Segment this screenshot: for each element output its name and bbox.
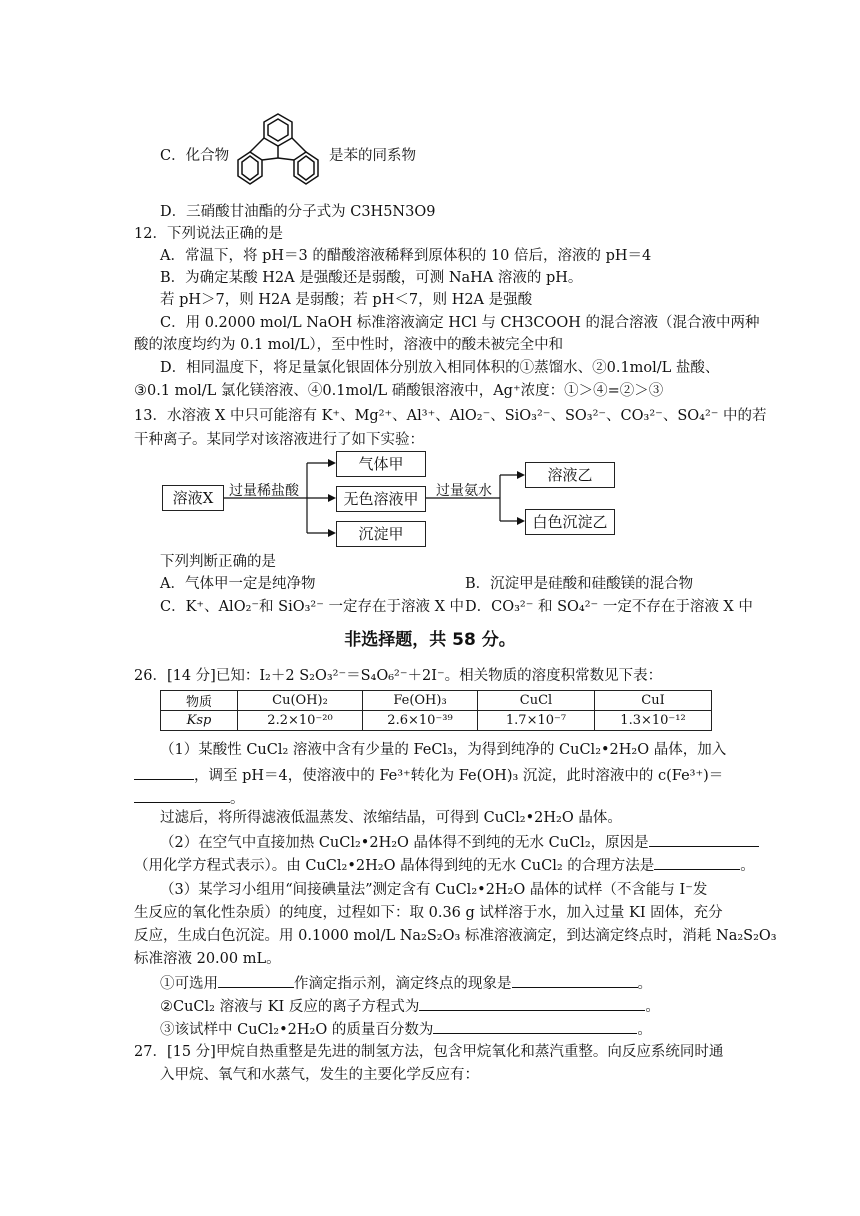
q12-option-b-line2: 若 pH＞7，则 H2A 是弱酸；若 pH＜7，则 H2A 是强酸 — [160, 292, 533, 308]
q13-stem-line2: 干种离子。某同学对该溶液进行了如下实验： — [134, 432, 424, 448]
answer-blank-method[interactable] — [654, 855, 740, 870]
flow-solution-b: 溶液乙 — [525, 462, 615, 488]
answer-blank-reagent[interactable] — [134, 765, 194, 780]
ksp-table-value-row — [161, 711, 712, 731]
ksp-header-cuoh2: Cu(OH)₂ — [238, 691, 363, 711]
answer-blank-indicator[interactable] — [218, 973, 294, 988]
q26-part2-line1 — [160, 832, 759, 853]
q26-part1-line3-end: 。 — [230, 791, 245, 807]
q12-stem: 12．下列说法正确的是 — [134, 226, 283, 242]
q12-option-d-line1: D．相同温度下，将足量氯化银固体分别放入相同体积的①蒸馏水、②0.1mol/L 盐酸、 — [160, 360, 720, 376]
q26-part3-line3: 反应，生成白色沉淀。用 0.1000 mol/L Na₂S₂O₃ 标准溶液滴定，到达滴定终点时，消耗 Na₂S₂O₃ — [134, 928, 777, 944]
q26-part2-line2-end: 。 — [740, 858, 755, 874]
q13-option-d: D．CO₃²⁻ 和 SO₄²⁻ 一定不存在于溶液 X 中 — [465, 599, 753, 615]
flow-label-excess-ammonia: 过量氨水 — [436, 483, 492, 499]
answer-blank-endpoint[interactable] — [512, 973, 638, 988]
q13-stem-line1: 13．水溶液 X 中只可能溶有 K⁺、Mg²⁺、Al³⁺、AlO₂⁻、SiO₃²⁻、SO₃²⁻、CO₃²⁻、SO₄²⁻ 中的若 — [134, 408, 767, 424]
q26-part2-line1-text: （2）在空气中直接加热 CuCl₂•2H₂O 晶体得不到纯的无水 CuCl₂，原因是 — [160, 835, 649, 851]
q26-sub1-end: 。 — [637, 976, 652, 992]
answer-blank-percentage[interactable] — [433, 1019, 637, 1034]
q26-part3-line1: （3）某学习小组用“间接碘量法”测定含有 CuCl₂•2H₂O 晶体的试样（不含能与 I⁻发 — [160, 882, 708, 898]
q26-sub1-mid: 作滴定指示剂，滴定终点的现象是 — [294, 976, 512, 992]
ksp-table-header-row — [161, 691, 712, 711]
q13-judge: 下列判断正确的是 — [160, 554, 276, 570]
q26-part3-line4: 标准溶液 20.00 mL。 — [134, 951, 281, 967]
q26-sub2 — [160, 996, 660, 1017]
q11-option-c-prefix: C．化合物 — [160, 148, 230, 164]
q12-option-b-line1: B．为确定某酸 H2A 是强酸还是弱酸，可测 NaHA 溶液的 pH。 — [160, 270, 583, 286]
q12-option-c-line1: C．用 0.2000 mol/L NaOH 标准溶液滴定 HCl 与 CH3COOH 的混合溶液（混合液中两种 — [160, 315, 760, 331]
q11-option-d: D．三硝酸甘油酯的分子式为 C3H5N3O9 — [160, 204, 436, 220]
ksp-value-cui: 1.3×10⁻¹² — [595, 711, 712, 731]
ksp-value-cucl: 1.7×10⁻⁷ — [478, 711, 595, 731]
q26-part1-line2-text: ，调至 pH＝4，使溶液中的 Fe³⁺转化为 Fe(OH)₃ 沉淀，此时溶液中的 c(Fe³⁺)＝ — [194, 768, 724, 784]
ksp-header-cucl: CuCl — [478, 691, 595, 711]
ksp-header-feoh3: Fe(OH)₃ — [363, 691, 478, 711]
q26-sub1-pre: ①可选用 — [160, 976, 218, 992]
flow-gas-a: 气体甲 — [336, 451, 426, 477]
ksp-header-cui: CuI — [595, 691, 712, 711]
q26-sub1 — [160, 973, 652, 994]
q27-line2: 入甲烷、氧气和水蒸气，发生的主要化学反应有： — [160, 1067, 479, 1083]
flow-colorless-solution-a: 无色溶液甲 — [336, 486, 426, 512]
q26-part3-line2: 生反应的氧化性杂质）的纯度，过程如下：取 0.36 g 试样溶于水，加入过量 KI 固体，充分 — [134, 905, 723, 921]
q26-sub3-end: 。 — [637, 1022, 652, 1038]
q13-option-a: A．气体甲一定是纯净物 — [160, 576, 316, 592]
q11-option-c-suffix: 是苯的同系物 — [329, 148, 416, 164]
ksp-row-label: Ksp — [161, 711, 238, 731]
q26-part1-line1: （1）某酸性 CuCl₂ 溶液中含有少量的 FeCl₃，为得到纯净的 CuCl₂•2H₂O 晶体，加入 — [160, 742, 727, 758]
ksp-value-cuoh2: 2.2×10⁻²⁰ — [238, 711, 363, 731]
q26-stem: 26．[14 分]已知：I₂＋2 S₂O₃²⁻＝S₄O₆²⁻＋2I⁻。相关物质的溶度积常数见下表： — [134, 668, 663, 684]
section-title: 非选择题，共 58 分。 — [344, 630, 516, 650]
q26-sub3 — [160, 1019, 652, 1040]
q26-sub2-end: 。 — [645, 999, 660, 1015]
q26-part1-line3 — [134, 788, 245, 809]
q13-option-c: C．K⁺、AlO₂⁻和 SiO₃²⁻ 一定存在于溶液 X 中 — [160, 599, 465, 615]
q12-option-c-line2: 酸的浓度均约为 0.1 mol/L），至中性时，溶液中的酸未被完全中和 — [134, 337, 564, 353]
q26-part2-line2-text: （用化学方程式表示）。由 CuCl₂•2H₂O 晶体得到纯的无水 CuCl₂ 的合理方法是 — [134, 858, 655, 874]
answer-blank-ionic-equation[interactable] — [419, 996, 645, 1011]
flow-solution-x: 溶液X — [162, 485, 224, 511]
answer-blank-equation[interactable] — [649, 832, 759, 847]
q12-option-d-line2: ③0.1 mol/L 氯化镁溶液、④0.1mol/L 硝酸银溶液中，Ag⁺浓度：①＞④=②＞③ — [134, 383, 664, 399]
ksp-table — [160, 690, 712, 731]
flow-white-precipitate-b: 白色沉淀乙 — [525, 509, 615, 535]
ksp-value-feoh3: 2.6×10⁻³⁹ — [363, 711, 478, 731]
q12-option-a: A．常温下，将 pH＝3 的醋酸溶液稀释到原体积的 10 倍后，溶液的 pH＝4 — [160, 248, 652, 264]
flow-label-excess-hcl: 过量稀盐酸 — [229, 483, 299, 499]
q26-sub2-pre: ②CuCl₂ 溶液与 KI 反应的离子方程式为 — [160, 999, 420, 1015]
flow-precipitate-a: 沉淀甲 — [336, 521, 426, 547]
q26-sub3-pre: ③该试样中 CuCl₂•2H₂O 的质量百分数为 — [160, 1022, 434, 1038]
q13-option-b: B．沉淀甲是硅酸和硅酸镁的混合物 — [465, 576, 694, 592]
q27-line1: 27．[15 分]甲烷自热重整是先进的制氢方法，包含甲烷氧化和蒸汽重整。向反应系统同时通 — [134, 1044, 724, 1060]
q26-part2-line2 — [134, 855, 755, 876]
q26-part1-line2 — [134, 765, 723, 786]
q26-part1-line4: 过滤后，将所得滤液低温蒸发、浓缩结晶，可得到 CuCl₂•2H₂O 晶体。 — [160, 810, 622, 826]
answer-blank-fe-concentration[interactable] — [134, 788, 230, 803]
flowchart-arrows — [0, 0, 860, 560]
ksp-header-substance: 物质 — [161, 691, 238, 711]
